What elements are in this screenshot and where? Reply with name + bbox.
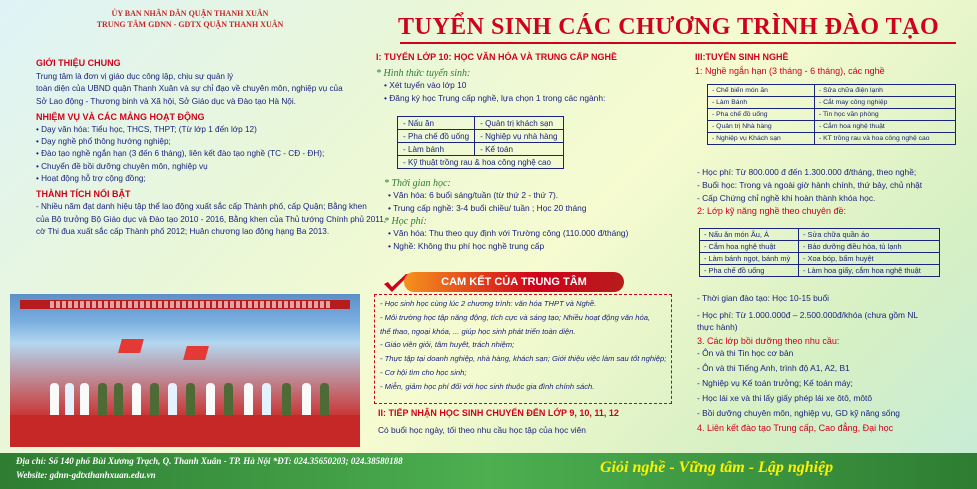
commit-line: - Giáo viên giỏi, tâm huyết, trách nhiệm; — [380, 340, 515, 350]
course-cell: - Sửa chữa điện lạnh — [815, 85, 956, 97]
performer — [224, 383, 233, 417]
skill-cell: - Làm hoa giấy, cắm hoa nghệ thuật — [799, 265, 940, 277]
skill-cell: - Làm bánh ngọt, bánh mỳ — [700, 253, 799, 265]
time-fee-block — [384, 178, 674, 252]
time-heading: * Thời gian học: — [384, 178, 451, 189]
commit-list — [380, 297, 670, 394]
performer — [150, 383, 159, 417]
intro-line: Trung tâm là đơn vị giáo dục công lập, chịu sự quản lý — [36, 72, 234, 81]
footer-slogan: Giỏi nghề - Vững tâm - Lập nghiệp — [600, 459, 834, 476]
fee-heading: * Học phí: — [384, 216, 427, 227]
short-line: - Học phí: Từ 800.000 đ đến 1.300.000 đ/tháng, theo nghề; — [697, 167, 917, 177]
middle-column — [376, 52, 676, 104]
form-heading: * Hình thức tuyển sinh: — [376, 68, 471, 79]
major-cell: - Nấu ăn — [398, 117, 475, 130]
intro-heading: GIỚI THIỆU CHUNG — [36, 58, 121, 68]
short-line: - Cấp Chứng chỉ nghề khi hoàn thành khóa học. — [697, 193, 876, 203]
sec3-heading: III:TUYỂN SINH NGHỀ — [695, 52, 789, 62]
commit-banner: CAM KẾT CỦA TRUNG TÂM — [404, 272, 624, 292]
flag-icon — [183, 346, 209, 360]
intro-line: Sở Lao động - Thương binh và Xã hội, Sở Giáo dục và Đào tạo Hà Nội. — [36, 96, 296, 106]
skill-cell: - Nấu ăn món Âu, Á — [700, 229, 799, 241]
skill-line: - Thời gian đào tạo: Học 10-15 buổi — [697, 293, 829, 303]
org-line-2: TRUNG TÂM GDNN - GDTX QUẬN THANH XUÂN — [96, 20, 284, 29]
achieve-line: - Nhiều năm đạt danh hiệu tập thể lao động xuất sắc cấp Thành phố, cấp Quận; Bằng khen — [36, 202, 367, 212]
commit-line: thể thao, ngoại khóa, ... giúp học sinh phát triển toàn diện. — [380, 326, 576, 336]
skill-cell: - Cắm hoa nghệ thuật — [700, 241, 799, 253]
performer — [302, 383, 311, 417]
performer — [244, 383, 253, 417]
major-cell: - Quản trị khách sạn — [475, 117, 563, 130]
duty-line: • Đào tạo nghề ngắn hạn (3 đến 6 tháng), liên kết đào tạo nghề (TC - CĐ - ĐH); — [36, 149, 325, 159]
major-cell: - Kế toán — [475, 143, 563, 156]
course-cell: - Làm Bánh — [708, 97, 815, 109]
course-cell: - Quản trị Nhà hàng — [708, 121, 815, 133]
course-cell: - Cắm hoa nghệ thuật — [815, 121, 956, 133]
performer — [206, 383, 215, 417]
major-table — [397, 116, 564, 169]
duty-block — [36, 124, 376, 185]
left-column — [36, 58, 387, 238]
skill-line: - Học phí: Từ 1.000.000đ – 2.500.000đ/khóa (chưa gồm NL — [697, 310, 919, 320]
course-cell: - KT trồng rau và hoa công nghệ cao — [815, 133, 956, 145]
major-cell: - Pha chế đồ uống — [398, 130, 475, 143]
achieve-heading: THÀNH TÍCH NỔI BẬT — [36, 189, 131, 200]
performer — [50, 383, 59, 417]
skill-info — [697, 292, 967, 433]
short-line: - Buổi học: Trong và ngoài giờ hành chính, thứ bảy, chủ nhật — [697, 180, 923, 190]
sec1-heading: I: TUYỂN LỚP 10: HỌC VĂN HÓA VÀ TRUNG CẤP NGHỀ — [376, 52, 618, 62]
demand-line: - Bồi dưỡng chuyên môn, nghiệp vụ, GD kỹ năng sống — [697, 408, 900, 418]
form-line: • Xét tuyển vào lớp 10 — [384, 80, 467, 90]
title-underline — [400, 42, 956, 44]
performer — [320, 383, 329, 417]
sec2-heading: II: TIẾP NHẬN HỌC SINH CHUYỂN ĐẾN LỚP 9, 10, 11, 12 — [378, 408, 619, 418]
intro-line: toàn diện của UBND quận Thanh Xuân và sự chỉ đạo về chuyên môn, nghiệp vụ của — [36, 84, 343, 94]
demand-heading: 3. Các lớp bồi dưỡng theo nhu cầu: — [697, 336, 840, 346]
skill-cell: - Sửa chữa quần áo — [799, 229, 940, 241]
course-cell: - Tin học văn phòng — [815, 109, 956, 121]
performer — [186, 383, 195, 417]
course-cell: - Chế biến món ăn — [708, 85, 815, 97]
org-header — [30, 8, 350, 30]
duty-line: • Hoạt động hỗ trợ cộng đồng; — [36, 174, 146, 184]
time-line: • Trung cấp nghề: 3-4 buổi chiều/ tuần ; Học 20 tháng — [388, 202, 587, 213]
performer — [65, 383, 74, 417]
major-cell: - Kỹ thuật trồng rau & hoa công nghệ cao — [398, 156, 564, 169]
right-column — [695, 52, 965, 76]
org-line-1: ỦY BAN NHÂN DÂN QUẬN THANH XUÂN — [111, 9, 269, 18]
performer — [114, 383, 123, 417]
course-cell: - Pha chế đồ uống — [708, 109, 815, 121]
skill-table — [699, 228, 940, 277]
demand-line: - Ôn và thi Tin học cơ bản — [697, 348, 794, 358]
skill-line: thực hành) — [697, 322, 738, 332]
performer — [262, 383, 271, 417]
commit-line: - Miễn, giảm học phí đối với học sinh thuộc gia đình chính sách. — [380, 381, 595, 391]
achieve-line: cờ Thi đua xuất sắc cấp Thành phố 2012; Huân chương lao động hạng Ba 2013. — [36, 226, 330, 236]
commit-line: - Học sinh học cùng lúc 2 chương trình: văn hóa THPT và Nghề. — [380, 299, 597, 308]
performer — [98, 383, 107, 417]
duty-line: • Dạy văn hóa: Tiểu học, THCS, THPT; (Từ lớp 1 đến lớp 12) — [36, 124, 257, 134]
commit-line: - Môi trường học tập năng động, tích cực và sáng tạo; Nhiều hoạt động văn hóa, — [380, 312, 651, 322]
flag-icon — [118, 339, 144, 353]
fee-line: • Văn hóa: Thu theo quy định với Trường công (110.000 đ/tháng) — [388, 228, 629, 238]
skill-cell: - Bảo dưỡng điều hòa, tủ lạnh — [799, 241, 940, 253]
time-line: • Văn hóa: 6 buổi sáng/tuần (từ thứ 2 - thứ 7). — [388, 190, 559, 200]
skill-heading: 2: Lớp kỹ năng nghề theo chuyên đề: — [697, 206, 847, 216]
performer — [132, 383, 141, 417]
form-line: • Đăng ký học Trung cấp nghề, lựa chọn 1 trong các ngành: — [384, 92, 606, 103]
course-cell: - Cắt may công nghiệp — [815, 97, 956, 109]
skill-cell: - Xoa bóp, bấm huyệt — [799, 253, 940, 265]
course-cell: - Nghiệp vụ Khách sạn — [708, 133, 815, 145]
major-cell: - Nghiệp vụ nhà hàng — [475, 130, 563, 143]
photo-stage — [10, 415, 360, 447]
sec2-block — [378, 408, 673, 437]
commit-line: - Thực tập tại doanh nghiệp, nhà hàng, khách sạn; Giới thiệu việc làm sau tốt nghiệp; — [380, 354, 667, 364]
photo-banner-text — [50, 301, 330, 308]
demand-line: - Học lái xe và thi lấy giấy phép lái xe ôtô, môtô — [697, 393, 873, 403]
demand-line: - Nghiệp vụ Kế toán trưởng; Kế toán máy; — [697, 378, 853, 388]
performer — [282, 383, 291, 417]
demand-line: - Ôn và thi Tiếng Anh, trình độ A1, A2, B1 — [697, 363, 850, 373]
fee-line: • Nghề: Không thu phí học nghề trung cấp — [388, 240, 545, 251]
duty-heading: NHIỆM VỤ VÀ CÁC MẢNG HOẠT ĐỘNG — [36, 111, 205, 122]
sec2-line: Có buổi học ngày, tối theo nhu cầu học tập của học viên — [378, 425, 586, 435]
short-heading: 1: Nghề ngắn hạn (3 tháng - 6 tháng), các nghề — [695, 66, 885, 76]
event-photo — [10, 294, 360, 447]
short-info — [697, 166, 967, 216]
duty-line: • Dạy nghề phổ thông hướng nghiệp; — [36, 137, 171, 147]
duty-line: • Chuyển đề bồi dưỡng chuyên môn, nghiệp vụ — [36, 161, 208, 171]
page-title: TUYỂN SINH CÁC CHƯƠNG TRÌNH ĐÀO TẠO — [398, 14, 940, 40]
footer-address: Địa chỉ: Số 140 phố Bùi Xương Trạch, Q. Thanh Xuân - TP. Hà Nội *ĐT: 024.35650203; 024.38580188 — [16, 456, 403, 466]
footer-website[interactable]: Website: gdnn-gdtxthanhxuan.edu.vn — [16, 470, 156, 480]
achieve-line: của Bộ trưởng Bộ Giáo dục và Đào tạo 2010 - 2016, Bằng khen của Thủ tướng Chính phủ 2011, — [36, 214, 387, 224]
achieve-block — [36, 201, 387, 238]
performer — [80, 383, 89, 417]
link-heading: 4. Liên kết đào tạo Trung cấp, Cao đẳng, Đại học — [697, 423, 894, 433]
intro-block — [36, 71, 376, 108]
performer — [168, 383, 177, 417]
skill-cell: - Pha chế đồ uống — [700, 265, 799, 277]
short-course-table — [707, 84, 956, 145]
commit-line: - Cơ hội tìm cho học sinh; — [380, 367, 467, 377]
major-cell: - Làm bánh — [398, 143, 475, 156]
